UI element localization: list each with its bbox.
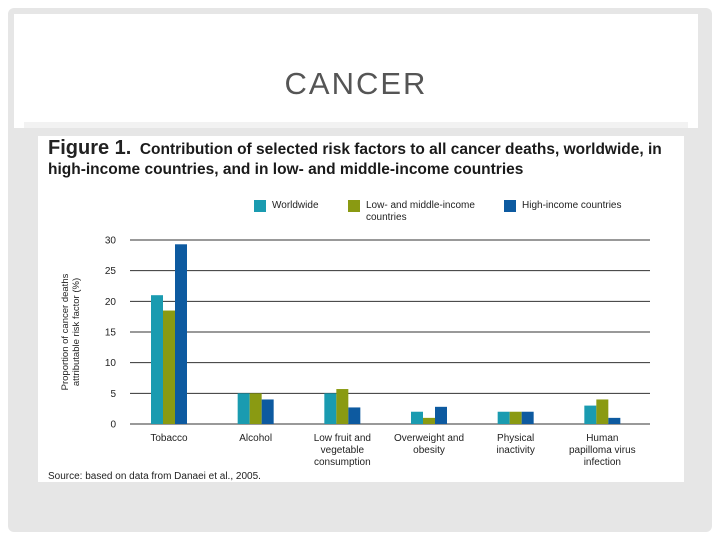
bar-human-papilloma-virus-infection-2 [608, 418, 620, 424]
bar-alcohol-2 [262, 399, 274, 424]
y-axis-title [60, 273, 82, 390]
bar-tobacco-1 [163, 311, 175, 424]
x-tick-label-line: infection [583, 457, 621, 468]
legend-swatch [504, 200, 516, 212]
legend-label-line: Worldwide [272, 200, 319, 211]
figure-panel [38, 136, 684, 482]
bar-low-fruit-and-vegetable-consumption-0 [324, 393, 336, 424]
y-axis [60, 236, 116, 431]
bar-tobacco-2 [175, 244, 187, 424]
chart-bars [151, 244, 620, 424]
x-tick-label [150, 433, 188, 444]
source-note: Source: based on data from Danaei et al., 2005. [48, 471, 261, 482]
y-axis-title-line: Proportion of cancer deaths [60, 273, 71, 391]
y-tick-label: 25 [104, 266, 116, 278]
bar-physical-inactivity-1 [510, 412, 522, 424]
y-tick-label: 30 [104, 235, 116, 247]
legend-label [366, 200, 475, 223]
x-tick-label-line: Alcohol [239, 433, 273, 444]
chart-legend [254, 200, 622, 223]
title-panel-divider [24, 122, 688, 128]
legend-swatch [348, 200, 360, 212]
x-tick-label-line: Tobacco [150, 433, 188, 444]
bar-physical-inactivity-0 [498, 412, 510, 424]
bar-chart [38, 136, 684, 482]
chart-gridlines [130, 240, 650, 424]
figure-caption: Contribution of selected risk factors to all cancer deaths, worldwide, in high-income countries, and in low- and middle-income countries [48, 141, 662, 178]
y-tick-label: 10 [104, 358, 116, 370]
bar-tobacco-0 [151, 295, 163, 424]
x-tick-label-line: Physical [497, 433, 535, 444]
x-tick-label-line: papilloma virus [568, 445, 636, 456]
x-axis-labels [150, 433, 635, 468]
x-tick-label-line: Human [586, 433, 619, 444]
bar-human-papilloma-virus-infection-1 [596, 399, 608, 424]
y-tick-label: 0 [110, 419, 116, 431]
y-tick-label: 15 [104, 327, 116, 339]
x-tick-label-line: Low fruit and [313, 433, 371, 444]
legend-label-line: Low- and middle-income [366, 200, 475, 211]
y-axis-title-line: attributable risk factor (%) [71, 277, 82, 387]
y-tick-label: 5 [110, 388, 116, 400]
x-tick-label-line: Overweight and [393, 433, 465, 444]
x-tick-label-line: consumption [313, 457, 371, 468]
bar-low-fruit-and-vegetable-consumption-1 [336, 389, 348, 424]
figure-label: Figure 1. [48, 137, 132, 159]
x-tick-label [314, 433, 371, 468]
legend-label [522, 200, 622, 211]
y-tick-label: 20 [104, 296, 116, 308]
title-panel [14, 14, 698, 128]
x-tick-label [569, 433, 636, 468]
x-tick-label-line: vegetable [320, 445, 365, 456]
x-tick-label [239, 433, 272, 444]
x-tick-label [496, 433, 534, 456]
legend-label-line: countries [366, 212, 407, 223]
bar-alcohol-1 [250, 393, 262, 424]
bar-overweight-and-obesity-0 [411, 412, 423, 424]
bar-low-fruit-and-vegetable-consumption-2 [348, 407, 360, 424]
x-tick-label [394, 433, 464, 456]
bar-overweight-and-obesity-1 [423, 418, 435, 424]
legend-label [272, 200, 319, 211]
bar-alcohol-0 [238, 393, 250, 424]
bar-physical-inactivity-2 [522, 412, 534, 424]
legend-label-line: High-income countries [522, 200, 622, 211]
slide-title: CANCER [284, 66, 428, 101]
x-tick-label-line: inactivity [496, 445, 535, 456]
legend-swatch [254, 200, 266, 212]
x-tick-label-line: obesity [413, 445, 445, 456]
bar-overweight-and-obesity-2 [435, 407, 447, 424]
bar-human-papilloma-virus-infection-0 [584, 406, 596, 424]
